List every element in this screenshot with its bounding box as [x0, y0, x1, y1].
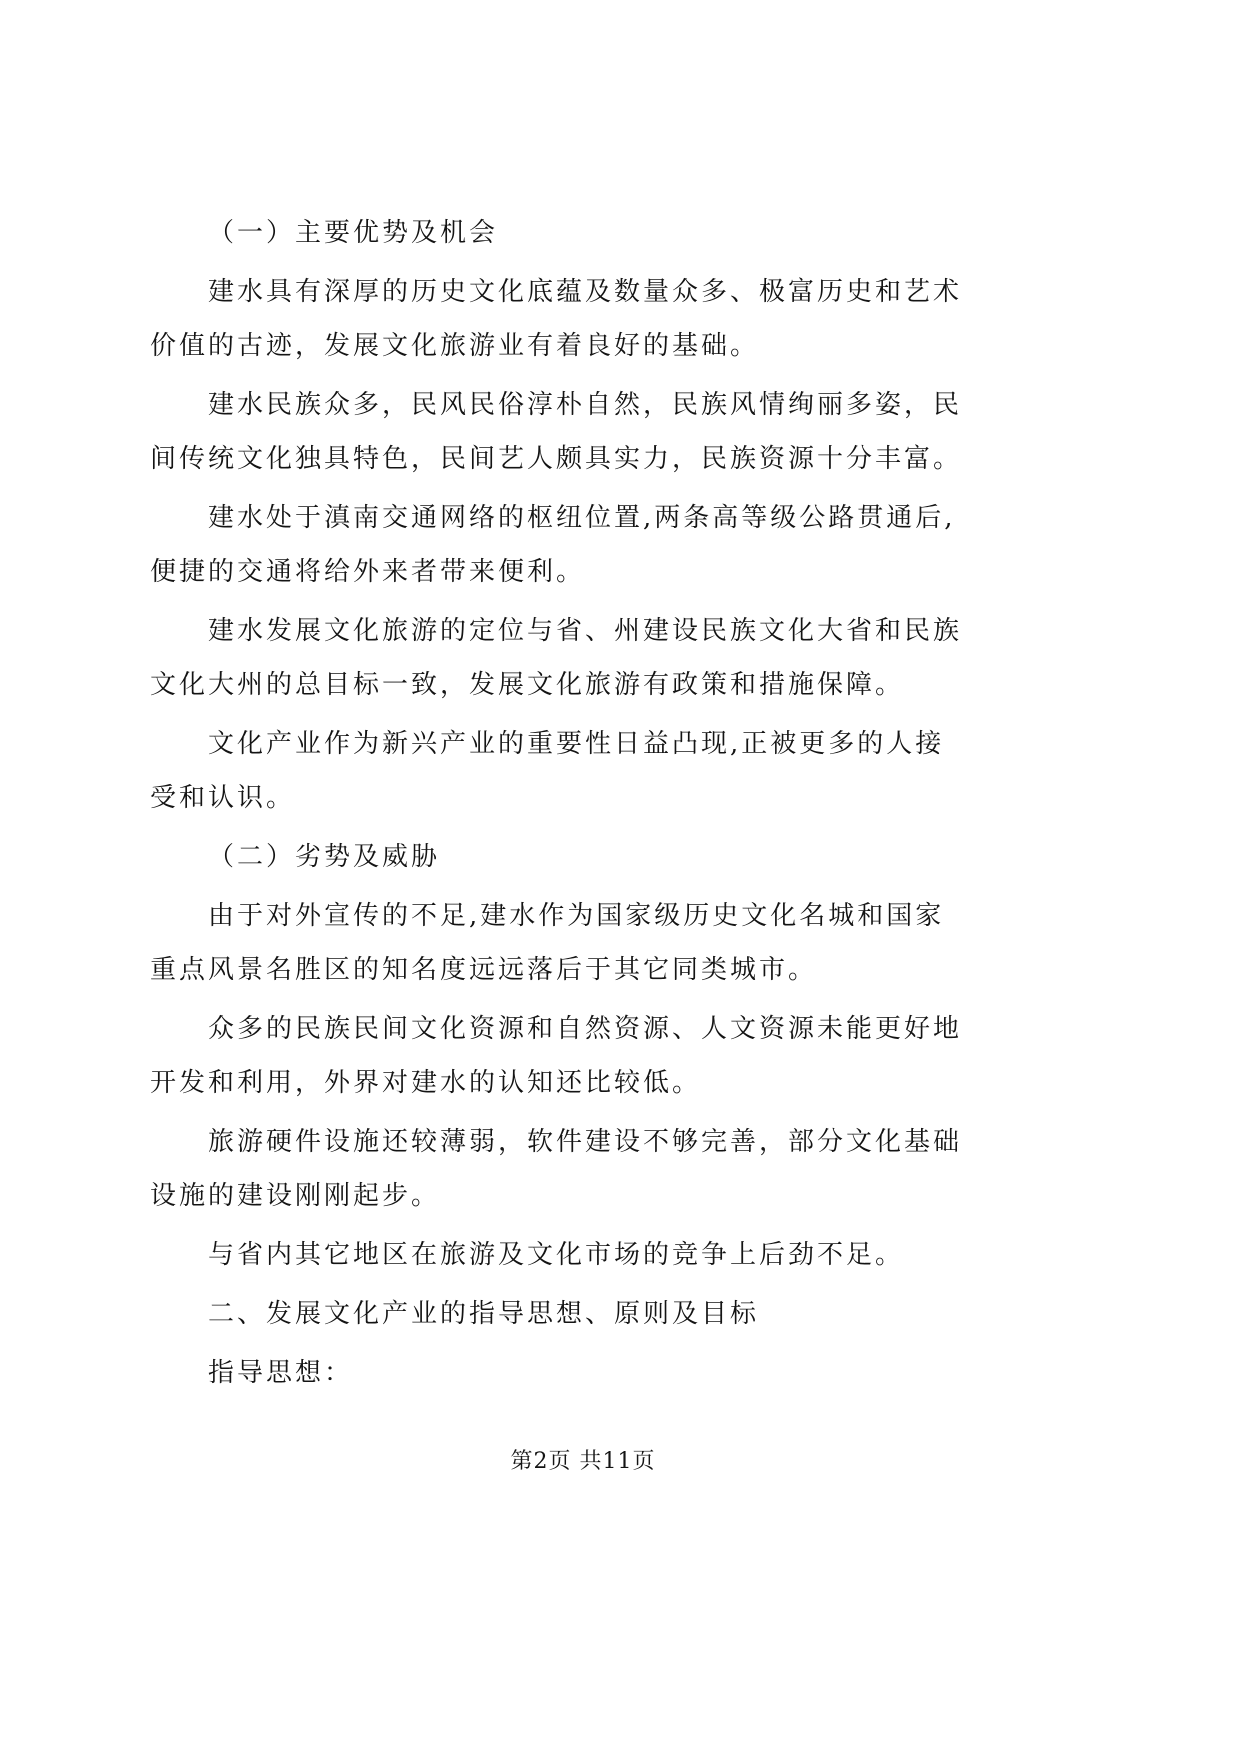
- section-heading: [150, 206, 1030, 260]
- paragraph-line: 旅游硬件设施还较薄弱，软件建设不够完善，部分文化基础: [208, 1127, 963, 1157]
- paragraph-line: 文化产业作为新兴产业的重要性日益凸现,正被更多的人接: [208, 729, 945, 759]
- paragraph: [150, 1115, 1030, 1223]
- paragraph-line: 建水民族众多，民风民俗淳朴自然，民族风情绚丽多姿，民: [208, 390, 963, 420]
- paragraph-line: 便捷的交通将给外来者带来便利。: [150, 557, 586, 587]
- paragraph: [150, 1002, 1030, 1110]
- paragraph-line: 建水发展文化旅游的定位与省、州建设民族文化大省和民族: [208, 616, 963, 646]
- paragraph: [150, 889, 1030, 997]
- heading-line: 指导思想：: [208, 1358, 354, 1388]
- heading-line: 二、发展文化产业的指导思想、原则及目标: [208, 1299, 760, 1329]
- paragraph-line: 设施的建设刚刚起步。: [150, 1181, 441, 1211]
- section-heading: [150, 830, 1030, 884]
- paragraph: [150, 604, 1030, 712]
- paragraph-line: 建水具有深厚的历史文化底蕴及数量众多、极富历史和艺术: [208, 277, 963, 307]
- paragraph-line: 受和认识。: [150, 783, 296, 813]
- paragraph: [150, 717, 1030, 825]
- paragraph-line: 众多的民族民间文化资源和自然资源、人文资源未能更好地: [208, 1014, 963, 1044]
- paragraph-line: 开发和利用，外界对建水的认知还比较低。: [150, 1068, 702, 1098]
- paragraph-line: 文化大州的总目标一致，发展文化旅游有政策和措施保障。: [150, 670, 905, 700]
- document-body: [150, 206, 1030, 1405]
- heading-line: （二）劣势及威胁: [208, 842, 441, 872]
- page-number-label: 第2页 共11页: [510, 1449, 656, 1474]
- paragraph: [150, 265, 1030, 373]
- paragraph-line: 由于对外宣传的不足,建水作为国家级历史文化名城和国家: [208, 901, 945, 931]
- subheading: [150, 1346, 1030, 1400]
- paragraph: [150, 491, 1030, 599]
- heading-line: （一）主要优势及机会: [208, 218, 499, 248]
- paragraph-line: 建水处于滇南交通网络的枢纽位置,两条高等级公路贯通后,: [208, 503, 956, 533]
- paragraph-line: 价值的古迹，发展文化旅游业有着良好的基础。: [150, 331, 760, 361]
- paragraph: [150, 1228, 1030, 1282]
- paragraph: [150, 378, 1030, 486]
- page-footer: [150, 1444, 1016, 1480]
- paragraph-line: 重点风景名胜区的知名度远远落后于其它同类城市。: [150, 955, 818, 985]
- section-heading: [150, 1287, 1030, 1341]
- paragraph-line: 与省内其它地区在旅游及文化市场的竞争上后劲不足。: [208, 1240, 905, 1270]
- paragraph-line: 间传统文化独具特色，民间艺人颇具实力，民族资源十分丰富。: [150, 444, 963, 474]
